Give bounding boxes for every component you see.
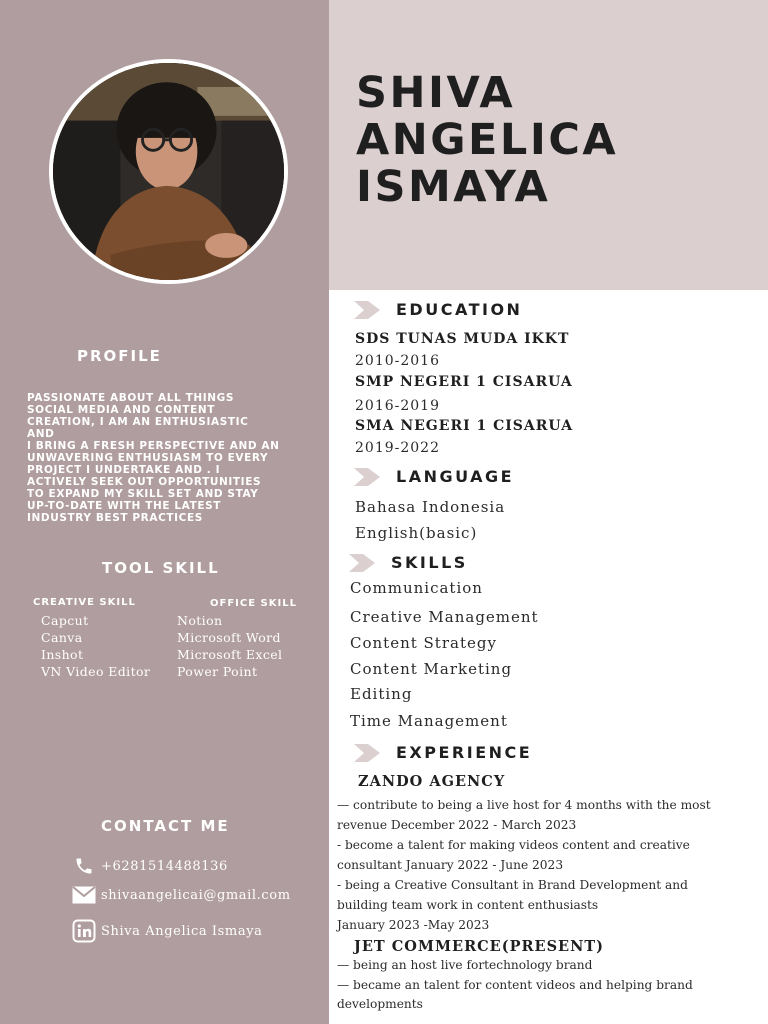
profile-line: PROJECT I UNDERTAKE AND . I <box>27 464 221 476</box>
education-school: SMP NEGERI 1 CISARUA <box>355 374 573 390</box>
profile-line: AND <box>27 428 55 440</box>
job-line: — became an talent for content videos and helping brand <box>337 977 693 992</box>
list-item: Microsoft Excel <box>177 647 283 662</box>
skill-item: Time Management <box>350 712 508 730</box>
education-heading <box>354 300 522 319</box>
experience-heading <box>354 743 532 762</box>
name-line-1: SHIVA <box>356 68 516 118</box>
company-name: ZANDO AGENCY <box>358 773 506 790</box>
skill-item: Communication <box>350 579 483 597</box>
language-item: English(basic) <box>355 524 478 542</box>
education-years: 2010-2016 <box>355 353 440 369</box>
job-line: building team work in content enthusiasts <box>337 898 599 912</box>
list-item: Notion <box>177 613 223 628</box>
list-item: Inshot <box>41 647 84 662</box>
company-name: JET COMMERCE(PRESENT) <box>354 938 605 955</box>
office-skill-list <box>177 612 282 680</box>
skill-item: Content Marketing <box>350 660 513 678</box>
job-line: - become a talent for making videos content and creative <box>337 838 690 852</box>
skill-item: Editing <box>350 685 413 703</box>
education-school: SDS TUNAS MUDA IKKT <box>355 331 570 347</box>
job-line: — contribute to being a live host for 4 months with the most <box>337 798 711 812</box>
profile-line: SOCIAL MEDIA AND CONTENT <box>27 404 215 416</box>
chevron-right-icon <box>354 744 380 762</box>
profile-line: UNWAVERING ENTHUSIASM TO EVERY <box>27 452 269 464</box>
list-item: VN Video Editor <box>41 664 151 679</box>
chevron-right-icon <box>354 301 380 319</box>
job-line: developments <box>337 997 423 1011</box>
profile-summary <box>27 392 317 524</box>
job-line: January 2023 -May 2023 <box>337 918 490 932</box>
language-item: Bahasa Indonesia <box>355 498 506 516</box>
education-label: EDUCATION <box>396 300 523 319</box>
profile-line: CREATION, I AM AN ENTHUSIASTIC <box>27 416 249 428</box>
name-line-2: ANGELICA <box>356 115 619 165</box>
language-label: LANGUAGE <box>396 467 515 486</box>
contact-heading: CONTACT ME <box>101 817 230 835</box>
list-item: Power Point <box>177 664 258 679</box>
profile-line: I BRING A FRESH PERSPECTIVE AND AN <box>27 440 280 452</box>
list-item: Canva <box>41 630 83 645</box>
mail-icon <box>72 883 96 907</box>
profile-photo <box>49 59 288 284</box>
skill-item: Creative Management <box>350 608 539 626</box>
profile-heading: PROFILE <box>77 347 162 365</box>
profile-line: TO EXPAND MY SKILL SET AND STAY <box>27 488 259 500</box>
email-address: shivaangelicai@gmail.com <box>101 887 291 903</box>
profile-line: ACTIVELY SEEK OUT OPPORTUNITIES <box>27 476 262 488</box>
education-years: 2019-2022 <box>355 440 440 456</box>
language-heading <box>354 467 514 486</box>
contact-linkedin[interactable] <box>72 919 263 943</box>
skills-heading <box>349 553 468 572</box>
linkedin-name: Shiva Angelica Ismaya <box>101 923 263 939</box>
list-item: Capcut <box>41 613 89 628</box>
job-description <box>337 956 765 1015</box>
office-skill-heading: OFFICE SKILL <box>210 598 297 609</box>
job-line: revenue December 2022 - March 2023 <box>337 818 577 832</box>
creative-skill-list <box>41 612 150 680</box>
candidate-name <box>356 70 618 211</box>
skill-item: Content Strategy <box>350 634 497 652</box>
education-school: SMA NEGERI 1 CISARUA <box>355 418 574 434</box>
phone-number: +6281514488136 <box>101 858 228 874</box>
job-line: — being an host live fortechnology brand <box>337 958 593 972</box>
list-item: Microsoft Word <box>177 630 281 645</box>
job-line: - being a Creative Consultant in Brand Development and <box>337 878 688 892</box>
skills-label: SKILLS <box>391 553 468 572</box>
creative-skill-heading: CREATIVE SKILL <box>33 597 136 608</box>
tool-skill-heading: TOOL SKILL <box>102 559 220 577</box>
job-line: consultant January 2022 - June 2023 <box>337 858 564 872</box>
name-line-3: ISMAYA <box>356 162 551 212</box>
phone-icon <box>72 854 96 878</box>
contact-email[interactable] <box>72 883 291 907</box>
profile-line: PASSIONATE ABOUT ALL THINGS <box>27 392 235 404</box>
contact-phone[interactable] <box>72 854 228 878</box>
experience-label: EXPERIENCE <box>396 743 533 762</box>
profile-line: UP-TO-DATE WITH THE LATEST <box>27 500 222 512</box>
education-years: 2016-2019 <box>355 398 440 414</box>
job-description <box>337 795 765 935</box>
chevron-right-icon <box>349 554 375 572</box>
chevron-right-icon <box>354 468 380 486</box>
profile-line: INDUSTRY BEST PRACTICES <box>27 512 203 524</box>
linkedin-icon <box>72 919 96 943</box>
